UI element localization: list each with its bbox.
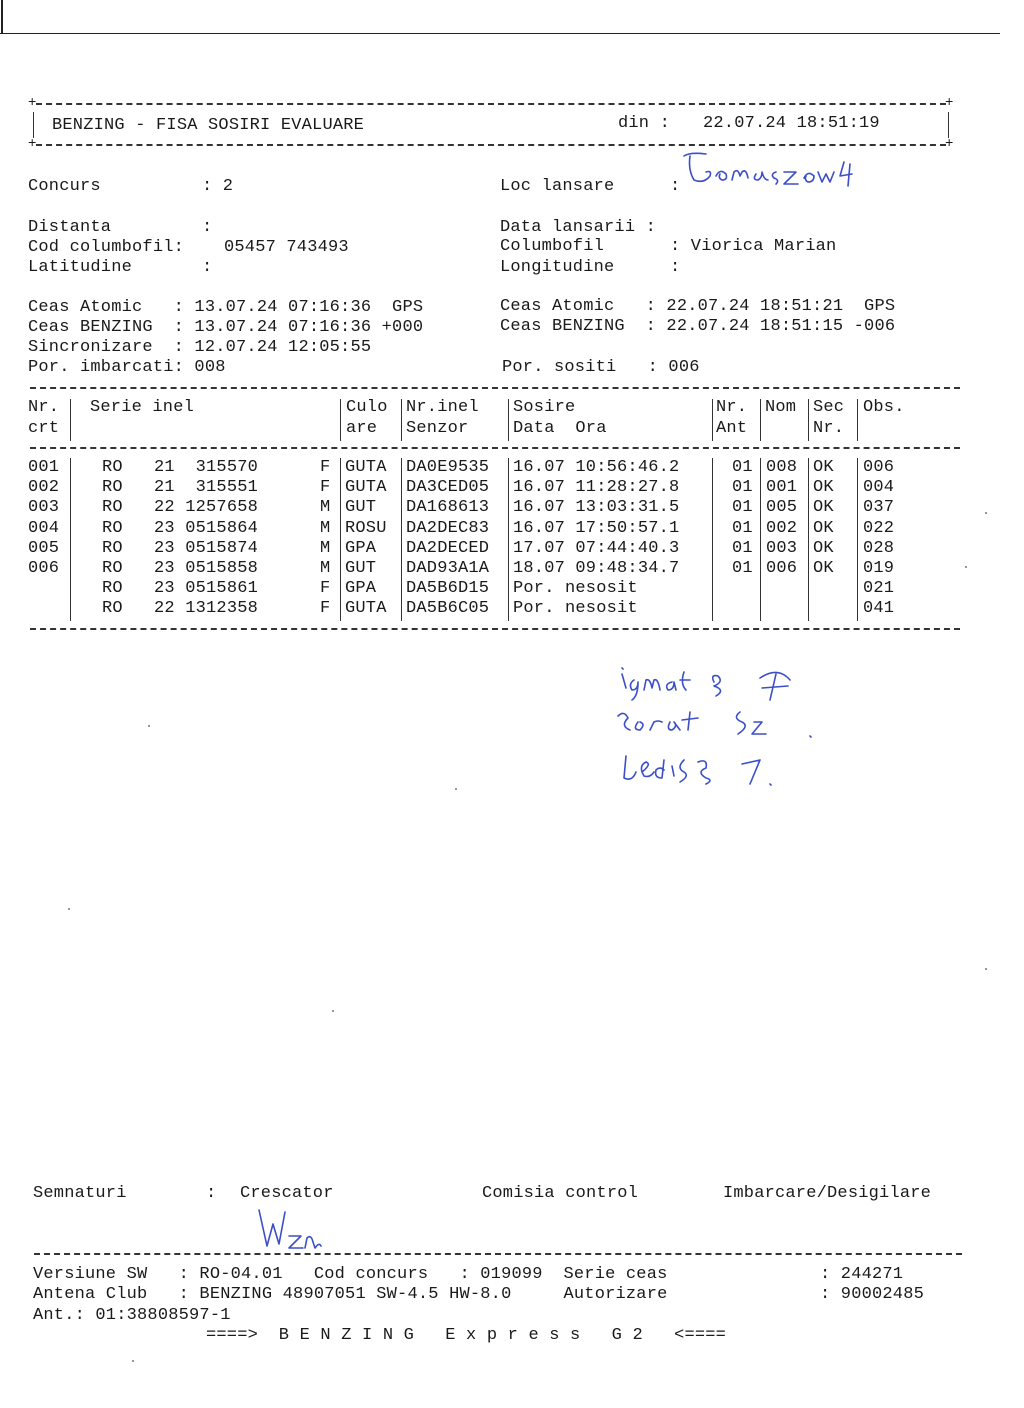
header-rule-bottom: [36, 144, 946, 146]
row-senzor: DA5B6D15: [406, 579, 490, 599]
longitudine-label: Longitudine: [500, 258, 615, 277]
col-sep: [808, 458, 809, 621]
columbofil-label: Columbofil: [500, 237, 605, 256]
row-ant: 01: [732, 478, 753, 498]
th-ant-2: Ant: [716, 419, 748, 438]
th-nom: Nom: [765, 398, 797, 417]
th-crt: crt: [28, 419, 60, 438]
scan-speck: [68, 908, 70, 910]
header-rule-top: [36, 103, 946, 105]
row-obs: 019: [863, 559, 895, 578]
row-sec: OK: [813, 458, 834, 477]
autorizare-value: : 90002485: [820, 1285, 925, 1304]
row-nom: 001: [766, 478, 798, 498]
longitudine-value: :: [670, 258, 681, 277]
col-sep: [70, 399, 71, 441]
col-sep: [712, 458, 713, 621]
scan-speck: [332, 1010, 334, 1012]
header-right-bar: [948, 112, 949, 138]
th-sec-2: Nr.: [813, 419, 845, 438]
data-lansarii-label: Data lansarii :: [500, 218, 657, 237]
distanta-label: Distanta: [28, 218, 112, 237]
antena-id: Ant.: 01:38808597-1: [33, 1306, 231, 1325]
porumbei-imbarcati: Por. imbarcati: 008: [28, 358, 226, 377]
row-nr: 005: [28, 538, 60, 558]
ceas-atomic-end: Ceas Atomic : 22.07.24 18:51:21 GPS: [500, 297, 896, 316]
sincronizare: Sincronizare : 12.07.24 12:05:55: [28, 338, 372, 357]
handwritten-commission-notes: [610, 660, 830, 810]
scan-edge-top: [0, 33, 1000, 34]
latitudine-value: :: [202, 258, 213, 277]
row-sex: M: [320, 538, 331, 558]
cod-columbofil-label: Cod columbofil:: [28, 238, 185, 257]
row-obs: 004: [863, 478, 895, 498]
row-ant: 01: [732, 498, 753, 518]
row-ant: 01: [732, 458, 753, 477]
row-sec: OK: [813, 559, 834, 578]
scan-speck: [455, 788, 457, 790]
row-culoare: ROSU: [345, 518, 387, 538]
scan-speck: [965, 566, 967, 568]
th-inel-2: Senzor: [406, 419, 469, 438]
concurs-value: : 2: [202, 177, 234, 196]
col-sep: [508, 399, 509, 441]
th-culoare-2: are: [346, 419, 378, 438]
row-serie-inel: RO 22 1312358: [102, 599, 259, 619]
loc-lansare-colon: :: [670, 177, 681, 196]
benzing-express-banner: ====> B E N Z I N G E x p r e s s G 2 <====: [206, 1326, 727, 1345]
row-senzor: DA2DEC83: [406, 518, 490, 538]
ceas-benzing-start: Ceas BENZING : 13.07.24 07:16:36 +000: [28, 318, 424, 337]
columbofil-value: : Viorica Marian: [670, 237, 837, 256]
col-sep: [857, 399, 858, 441]
porumbei-sositi: Por. sositi : 006: [502, 358, 700, 377]
crescator-label: Crescator: [240, 1184, 334, 1203]
comisia-control-label: Comisia control: [482, 1184, 639, 1203]
semnaturi-label: Semnaturi: [33, 1184, 127, 1203]
imbarcare-desigilare-label: Imbarcare/Desigilare: [723, 1184, 932, 1203]
row-serie-inel: RO 21 315570: [102, 458, 259, 477]
row-nr: 002: [28, 478, 60, 498]
row-culoare: GUT: [345, 559, 377, 578]
row-nr: 004: [28, 518, 60, 538]
corner-plus: +: [945, 95, 954, 111]
col-sep: [508, 458, 509, 621]
scan-speck: [148, 725, 150, 727]
th-nr: Nr.: [28, 398, 60, 417]
crescator-signature: [255, 1206, 325, 1254]
table-rule-top: [30, 387, 960, 389]
th-sosire-1: Sosire: [513, 398, 576, 417]
col-sep: [760, 458, 761, 621]
th-sec-1: Sec: [813, 398, 845, 417]
row-sex: F: [320, 458, 331, 477]
row-nr: 006: [28, 559, 60, 578]
cod-columbofil-value: 05457 743493: [224, 238, 349, 257]
row-culoare: GUTA: [345, 478, 387, 498]
col-sep: [340, 399, 341, 441]
th-obs: Obs.: [863, 398, 905, 417]
row-obs: 037: [863, 498, 895, 518]
footer-rule: [34, 1253, 962, 1255]
row-obs: 041: [863, 599, 895, 619]
latitudine-label: Latitudine: [28, 258, 133, 277]
row-sosire: 16.07 10:56:46.2: [513, 458, 680, 477]
row-culoare: GUT: [345, 498, 377, 518]
row-nom: 002: [766, 518, 798, 538]
col-sep: [760, 399, 761, 441]
row-sex: F: [320, 478, 331, 498]
th-inel-1: Nr.inel: [406, 398, 479, 417]
th-ant-1: Nr.: [716, 398, 748, 417]
row-obs: 006: [863, 458, 895, 477]
col-sep: [808, 399, 809, 441]
din-value: 22.07.24 18:51:19: [703, 114, 880, 133]
th-sosire-2: Data Ora: [513, 419, 607, 438]
table-rule-bottom: [30, 628, 960, 630]
col-sep: [340, 458, 341, 621]
header-left-bar: [33, 112, 34, 138]
row-sosire: 16.07 13:03:31.5: [513, 498, 680, 518]
row-ant: 01: [732, 538, 753, 558]
row-senzor: DA2DECED: [406, 538, 490, 558]
row-sec: OK: [813, 498, 834, 518]
row-obs: 021: [863, 579, 895, 599]
corner-plus: +: [945, 136, 954, 152]
row-culoare: GUTA: [345, 458, 387, 477]
row-nr: 003: [28, 498, 60, 518]
row-sex: M: [320, 498, 331, 518]
row-culoare: GPA: [345, 538, 377, 558]
distanta-value: :: [202, 218, 213, 237]
row-senzor: DA5B6C05: [406, 599, 490, 619]
semnaturi-colon: :: [206, 1184, 217, 1203]
concurs-label: Concurs: [28, 177, 101, 196]
row-sosire: 16.07 17:50:57.1: [513, 518, 680, 538]
col-sep: [401, 458, 402, 621]
row-serie-inel: RO 23 0515861: [102, 579, 259, 599]
handwritten-location-tomaszow: [676, 150, 896, 195]
row-nom: 006: [766, 559, 798, 578]
row-sex: F: [320, 579, 331, 599]
row-nr: 001: [28, 458, 60, 477]
row-nom: 008: [766, 458, 798, 477]
table-rule-mid: [30, 447, 960, 449]
row-serie-inel: RO 22 1257658: [102, 498, 259, 518]
row-serie-inel: RO 21 315551: [102, 478, 259, 498]
row-serie-inel: RO 23 0515864: [102, 518, 259, 538]
row-sosire: 17.07 07:44:40.3: [513, 538, 680, 558]
row-culoare: GPA: [345, 579, 377, 599]
row-sec: OK: [813, 538, 834, 558]
ceas-benzing-end: Ceas BENZING : 22.07.24 18:51:15 -006: [500, 317, 896, 336]
row-sex: F: [320, 599, 331, 619]
row-sosire: Por. nesosit: [513, 599, 638, 619]
corner-plus: +: [28, 95, 37, 111]
scan-speck: [985, 512, 987, 514]
row-sex: M: [320, 518, 331, 538]
loc-lansare-label: Loc lansare: [500, 177, 615, 196]
din-label: din :: [618, 114, 671, 133]
row-ant: 01: [732, 559, 753, 578]
row-senzor: DA3CED05: [406, 478, 490, 498]
th-culoare-1: Culo: [346, 398, 388, 417]
footer-line-2: Antena Club : BENZING 48907051 SW-4.5 HW-8.0 Autorizare: [33, 1285, 668, 1304]
row-ant: 01: [732, 518, 753, 538]
serie-ceas-value: : 244271: [820, 1265, 904, 1284]
col-sep: [857, 458, 858, 621]
row-senzor: DA0E9535: [406, 458, 490, 477]
row-senzor: DA168613: [406, 498, 490, 518]
th-serie-inel: Serie inel: [90, 398, 195, 417]
corner-plus: +: [28, 136, 37, 152]
row-obs: 022: [863, 518, 895, 538]
footer-line-1: Versiune SW : RO-04.01 Cod concurs : 019099 Serie ceas: [33, 1265, 668, 1284]
row-sec: OK: [813, 478, 834, 498]
row-nom: 003: [766, 538, 798, 558]
scan-speck: [985, 968, 987, 970]
row-sosire: 18.07 09:48:34.7: [513, 559, 680, 578]
row-sec: OK: [813, 518, 834, 538]
row-sosire: Por. nesosit: [513, 579, 638, 599]
scan-speck: [132, 1360, 134, 1362]
scan-edge-mark: [1, 0, 3, 34]
row-serie-inel: RO 23 0515874: [102, 538, 259, 558]
col-sep: [401, 399, 402, 441]
row-nom: 005: [766, 498, 798, 518]
row-sosire: 16.07 11:28:27.8: [513, 478, 680, 498]
row-sex: M: [320, 559, 331, 578]
row-culoare: GUTA: [345, 599, 387, 619]
row-serie-inel: RO 23 0515858: [102, 559, 259, 578]
report-title: BENZING - FISA SOSIRI EVALUARE: [52, 116, 365, 135]
ceas-atomic-start: Ceas Atomic : 13.07.24 07:16:36 GPS: [28, 298, 424, 317]
col-sep: [712, 399, 713, 441]
row-obs: 028: [863, 538, 895, 558]
row-senzor: DAD93A1A: [406, 559, 490, 578]
col-sep: [70, 458, 71, 621]
